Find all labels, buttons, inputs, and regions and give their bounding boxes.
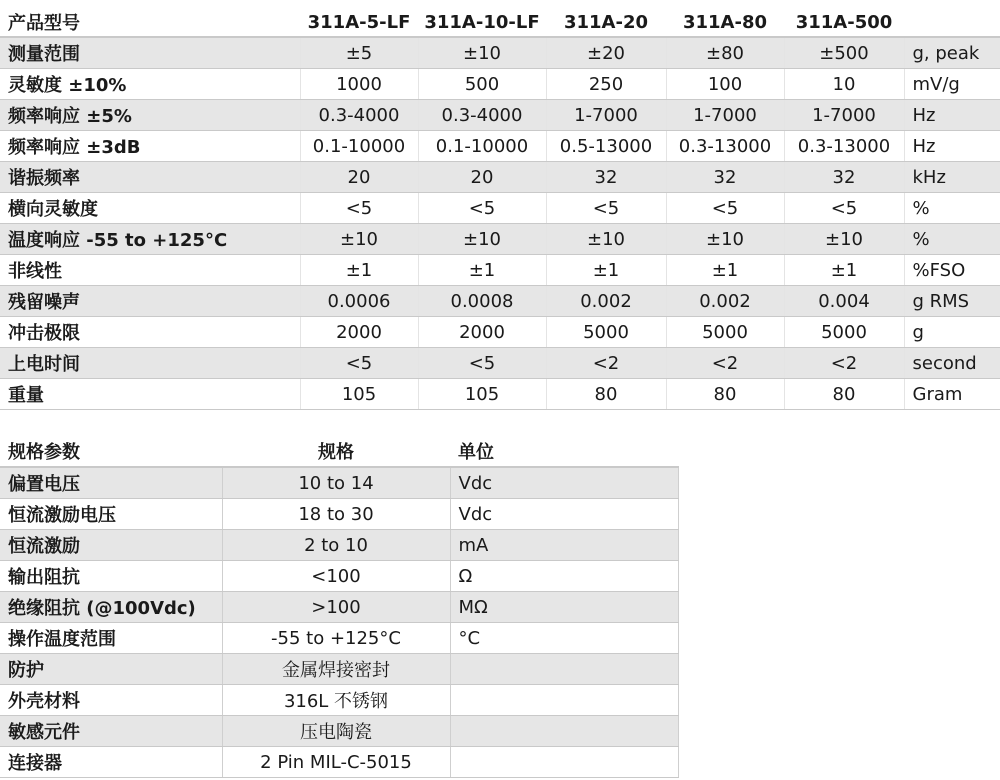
spec-value: 0.1-10000	[418, 131, 546, 162]
model-name: 311A-5-LF	[300, 8, 418, 37]
spec-value: 250	[546, 69, 666, 100]
spec-value: 80	[784, 379, 904, 410]
spec-value: 0.3-13000	[666, 131, 784, 162]
param-unit	[450, 654, 678, 685]
spec-row	[0, 224, 1000, 255]
spec-row	[0, 348, 1000, 379]
spec-row	[0, 255, 1000, 286]
spec-row	[0, 379, 1000, 410]
param-spec: 金属焊接密封	[222, 654, 450, 685]
spec-value: 1-7000	[666, 100, 784, 131]
spec-row	[0, 37, 1000, 69]
spec-unit: g, peak	[904, 37, 1000, 69]
parameters-table	[0, 436, 679, 778]
spec-value: ±1	[666, 255, 784, 286]
spec-header: 规格	[222, 436, 450, 467]
spec-label: 谐振频率	[0, 162, 300, 193]
spec-value: 0.002	[666, 286, 784, 317]
spec-label: 频率响应 ±3dB	[0, 131, 300, 162]
param-unit: Vdc	[450, 499, 678, 530]
model-name: 311A-20	[546, 8, 666, 37]
spec-value: 0.3-13000	[784, 131, 904, 162]
param-label: 防护	[0, 654, 222, 685]
param-label: 连接器	[0, 747, 222, 778]
spec-unit: %	[904, 224, 1000, 255]
spec-row	[0, 193, 1000, 224]
param-spec: 2 Pin MIL-C-5015	[222, 747, 450, 778]
spec-value: <5	[666, 193, 784, 224]
specs-table-header	[0, 8, 1000, 37]
spec-unit: %	[904, 193, 1000, 224]
spec-row	[0, 317, 1000, 348]
spec-value: 20	[300, 162, 418, 193]
param-spec: -55 to +125°C	[222, 623, 450, 654]
spec-value: 5000	[546, 317, 666, 348]
spec-value: 1-7000	[546, 100, 666, 131]
spec-value: 20	[418, 162, 546, 193]
param-label: 输出阻抗	[0, 561, 222, 592]
spec-value: 80	[546, 379, 666, 410]
spec-unit: second	[904, 348, 1000, 379]
spec-value: ±10	[546, 224, 666, 255]
model-header-label: 产品型号	[0, 8, 300, 37]
spec-value: 500	[418, 69, 546, 100]
unit-header: 单位	[450, 436, 678, 467]
spec-unit: Hz	[904, 131, 1000, 162]
spec-unit: Gram	[904, 379, 1000, 410]
spec-label: 上电时间	[0, 348, 300, 379]
param-row	[0, 685, 678, 716]
param-label: 恒流激励	[0, 530, 222, 561]
spec-value: <5	[300, 348, 418, 379]
param-spec: 316L 不锈钢	[222, 685, 450, 716]
spec-row	[0, 286, 1000, 317]
param-row	[0, 716, 678, 747]
spec-value: 0.0008	[418, 286, 546, 317]
spec-label: 灵敏度 ±10%	[0, 69, 300, 100]
spec-value: 5000	[784, 317, 904, 348]
spec-value: 0.004	[784, 286, 904, 317]
spec-label: 温度响应 -55 to +125°C	[0, 224, 300, 255]
spec-value: ±5	[300, 37, 418, 69]
param-label: 偏置电压	[0, 467, 222, 499]
spec-row	[0, 162, 1000, 193]
specs-table	[0, 8, 1000, 410]
spec-value: 1-7000	[784, 100, 904, 131]
spec-unit: g	[904, 317, 1000, 348]
spec-value: ±500	[784, 37, 904, 69]
spec-value: 0.5-13000	[546, 131, 666, 162]
spec-value: ±20	[546, 37, 666, 69]
spec-value: ±80	[666, 37, 784, 69]
param-spec: 压电陶瓷	[222, 716, 450, 747]
spec-value: 5000	[666, 317, 784, 348]
spec-value: <5	[418, 348, 546, 379]
param-row	[0, 530, 678, 561]
param-spec: >100	[222, 592, 450, 623]
spec-value: ±10	[666, 224, 784, 255]
param-unit: MΩ	[450, 592, 678, 623]
spec-value: 32	[666, 162, 784, 193]
spec-value: 80	[666, 379, 784, 410]
spec-value: <2	[666, 348, 784, 379]
spec-value: <2	[784, 348, 904, 379]
param-row	[0, 623, 678, 654]
param-header: 规格参数	[0, 436, 222, 467]
model-name: 311A-500	[784, 8, 904, 37]
param-label: 敏感元件	[0, 716, 222, 747]
spec-value: <5	[784, 193, 904, 224]
unit-header	[904, 8, 1000, 37]
spec-label: 冲击极限	[0, 317, 300, 348]
spec-unit: mV/g	[904, 69, 1000, 100]
param-row	[0, 467, 678, 499]
param-spec: 10 to 14	[222, 467, 450, 499]
spec-value: ±1	[546, 255, 666, 286]
param-unit	[450, 716, 678, 747]
spec-label: 频率响应 ±5%	[0, 100, 300, 131]
spec-value: 0.3-4000	[418, 100, 546, 131]
spec-value: 2000	[300, 317, 418, 348]
spec-value: 105	[300, 379, 418, 410]
param-label: 外壳材料	[0, 685, 222, 716]
spec-label: 重量	[0, 379, 300, 410]
param-spec: 2 to 10	[222, 530, 450, 561]
spec-value: ±10	[300, 224, 418, 255]
spec-value: ±10	[418, 224, 546, 255]
param-row	[0, 592, 678, 623]
param-row	[0, 747, 678, 778]
spec-value: ±10	[784, 224, 904, 255]
param-label: 恒流激励电压	[0, 499, 222, 530]
spec-row	[0, 69, 1000, 100]
spec-value: <2	[546, 348, 666, 379]
spec-value: <5	[546, 193, 666, 224]
param-label: 操作温度范围	[0, 623, 222, 654]
spec-value: <5	[418, 193, 546, 224]
param-row	[0, 499, 678, 530]
spec-value: <5	[300, 193, 418, 224]
spec-row	[0, 100, 1000, 131]
param-unit: Vdc	[450, 467, 678, 499]
spec-value: ±10	[418, 37, 546, 69]
spec-value: 105	[418, 379, 546, 410]
param-row	[0, 561, 678, 592]
spec-unit: kHz	[904, 162, 1000, 193]
spec-label: 横向灵敏度	[0, 193, 300, 224]
spec-value: 32	[784, 162, 904, 193]
spec-value: 0.1-10000	[300, 131, 418, 162]
spec-row	[0, 131, 1000, 162]
spec-value: 0.002	[546, 286, 666, 317]
spec-value: 0.0006	[300, 286, 418, 317]
spec-value: 0.3-4000	[300, 100, 418, 131]
model-name: 311A-80	[666, 8, 784, 37]
spec-value: 10	[784, 69, 904, 100]
spec-unit: g RMS	[904, 286, 1000, 317]
spec-value: ±1	[300, 255, 418, 286]
spec-label: 测量范围	[0, 37, 300, 69]
param-unit: Ω	[450, 561, 678, 592]
param-unit: °C	[450, 623, 678, 654]
spec-unit: %FSO	[904, 255, 1000, 286]
spec-label: 非线性	[0, 255, 300, 286]
spec-value: ±1	[418, 255, 546, 286]
spec-value: ±1	[784, 255, 904, 286]
param-row	[0, 654, 678, 685]
param-unit: mA	[450, 530, 678, 561]
spec-unit: Hz	[904, 100, 1000, 131]
spec-value: 1000	[300, 69, 418, 100]
spec-value: 100	[666, 69, 784, 100]
param-unit	[450, 685, 678, 716]
parameters-table-header	[0, 436, 678, 467]
param-spec: <100	[222, 561, 450, 592]
model-name: 311A-10-LF	[418, 8, 546, 37]
spec-label: 残留噪声	[0, 286, 300, 317]
param-unit	[450, 747, 678, 778]
spec-value: 2000	[418, 317, 546, 348]
param-label: 绝缘阻抗 (@100Vdc)	[0, 592, 222, 623]
spec-value: 32	[546, 162, 666, 193]
param-spec: 18 to 30	[222, 499, 450, 530]
